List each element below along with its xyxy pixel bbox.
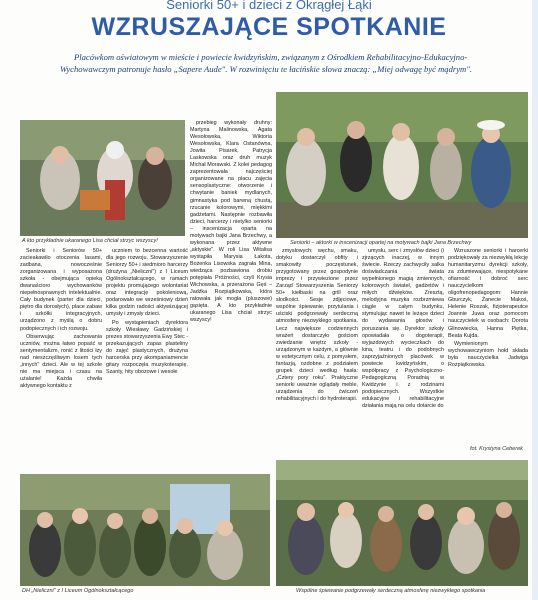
article-title: WZRUSZAJĄCE SPOTKANIE	[91, 13, 447, 41]
paragraph: Po wystąpieniach dyrektora szkoły Wiesławy Gadzińskiej i prezes stowarzyszenia Ewy Stec - przekazujących zapas plasteliny do zajęć plastycznych, drużyna harcerska przy akompaniamencie gitary rozpoczęła muzykoterapię. Szanty, hity obozowe i wesołe	[106, 319, 188, 376]
column-c3	[106, 248, 188, 470]
column-c1	[190, 120, 272, 356]
photo-singing	[276, 460, 528, 586]
paragraph: Seniorki i Seniorów 50+ zacieakawiło otoczenia lasami, zadbana, nowocześnie zorganizowana i wyposażona szkoła - obejmująca opieką dwanaścioro wychowanków niepełnosprawnych intelektualnie. Cały budynek (parter dla dzieci, piętro dla dorosłych), place zabaw i szkółki integracyjnych, urządzono z myślą o dobru podopiecznych i ich rozwoju.	[20, 248, 102, 332]
paragraph: uczniem to bezcenna wartość dla jego rozwoju. Stowarzyszenie Seniorzy 50+ i siedmioro harcerzy (drużyna „Nieliczni") z I Liceum Ogólnokształcącego, w ramach projektu promującego wolontariat oraz integrację pokoleniową, podarowało we wrześniowy dzień kilka godzin radości aktywizującej umysły i zmysły dzieci.	[106, 248, 188, 318]
paragraph: przebieg wykonały druhny: Martyna Malinowska, Agata Wesołowska, Wiktoria Wesołowska, Klara Ostanówna, Jowita Pisarek, Patrycja Laskowska oraz druh muzyk Michał Morawski. Z kolei pedagog zaprezentowała najczęściej organizowane na placu zajęcia sensoplastyczne: otworzenie i chwytanie baniek mydlanych, gimnastyka pod barwną chustą, rzucanie kolorowymi, miękkimi gadżetami. Następnie rozbawiła dzieci, harcerzy i nietylko seniorki – inscenizacja oparta na motywach bajki Jana Brzechwy, a wykonana przez aktywne „aktyskie". W roli Lisa Witalisa wystąpiła Marysia Łakota, Bożenka Lisowska zagrała Mina, wiedząca pozbawiona drobiu potępiała Próżności, czyli Krysia Wichowska, a przerażona Gęś – Jadźka Rozpiątkowska, która ratowała jak mogła (pluszowe) gąsięta. A kto przykładnie ukaranego Lisa chciał strzyc wszyscy!	[190, 120, 272, 324]
column-c6	[448, 248, 528, 454]
caption-photo3: DH „Nieliczni" z I Liceum Ogólnokształcącego	[22, 588, 134, 594]
column-c2	[20, 248, 102, 470]
caption-photo4: Wspólne śpiewanie podgrzewały serdeczną atmosferę niezwykłego spotkania	[296, 588, 486, 594]
paragraph: umysłu, serc i zmysłów dzieci (i zjrzących inaczej, w innym świecie. Rzeczy zachwyciły salka doświadczania świata wypełnionego magią zmiennych, kolorowych świateł, gadżetów i miłych dźwięków. Zresztą, melodyjna muzyka rozbrzmiewa ciągle w całym budynku, stymulując nawet te leżące dzieci do wydawania głosów i poruszania się. Dyrektor szkoły opowiadała o dogoterapii, wyjazdowych wycieczkach do kina, teatru i do podobnych zaprzyjaźnionych placówek w powiecie kwidzyńskim, o współpracy z Psychologiczno-Pedagogiczną Poradnią w Kwidzynie i z rodzinami podopiecznych. Wszystkie edukacyjne i rehabilitacyjne działania mają na celu dotarcie do	[362, 248, 444, 410]
photo-scouts	[20, 474, 270, 586]
paragraph: zmysłowych: węchu, smaku, dotyku dostarczył obfity i smakowity poczęstunek, przygotowany przez gospodynie imprezy i przywiezione przez Zarząd Stowarzyszenia Seniorzy 50+ kiełbaski na grill oraz słodkości. Sesje zdjęciowe, wspólne śpiewanie, przytulania i uściski podgrzewały serdeczną atmosferę niezwykłego spotkania. Lecz największe codziennych wrażeń dostarczyło gościom zwiedzanie wnętrz szkoły - urządzonym w każdym, a głównie w estetycznym celu, z pomysłem, fantazją, ozdobne z podziałem grupek dzieci według hasła: „Cztery pory roku". Praktyczne seniorki uważnie oglądały meble, urządzenia do ćwiczeń rehabilitacyjnych i do hydroterapii.	[276, 248, 358, 402]
photo-fox-scene	[20, 120, 185, 236]
paragraph: Obserwując zachowania uczniów, można łatwo popaść w sentymentalizm, ronić z litości łzy nad nieszczęśliwym losem tych „innych" dzieci. Ale w tej szkole nie ma miejsca i czasu na użalanie! Każda chwila aktywnego kontaktu z	[20, 334, 102, 390]
photo-actresses	[276, 92, 528, 238]
caption-photo1: A kto przykładnie ukaranego Lisa chciał strzyc wszyscy!	[22, 238, 158, 244]
section-heading: Seniorki 50+ i dzieci z Okrągłej Łąki	[166, 0, 372, 12]
paragraph: Wymienionym wychowawczyniom hołd składa była nauczycielka Jadwiga Rozpiątkowska.	[448, 341, 528, 369]
paragraph: Wzruszone seniorki i harcerki podziękowały za niezwykłą lekcję humanitaryzmu dyrekcji szkoły, za zdumiewające, niespotykane ofiarność i dobroć serc nauczycielkom oligofrenopedagogom: Hannie Gburczyk, Żanecie Makoś, Helenie Roszak, fizjoterapeutce Joannie Juwa oraz pomocom nauczycielek w osobach: Dorota Glinowiecka, Hanna Piętka, Beata Kujda.	[448, 248, 528, 339]
column-c5	[362, 248, 444, 444]
caption-photo2: Seniorki – aktorki w inscenizacji opartej na motywach bajki Jana Brzechwy	[290, 240, 472, 246]
page-edge	[532, 0, 538, 600]
article-lead: Placówkom oświatowym w mieście i powiecie kwidzyńskim, związanym z Ośrodkiem Rehabilitacyjno-Edukacyjno-Wychowawczym patronuje hasło „Sapere Aude". W rozwinięciu te łacińskie słowa znaczą: „Miej odwagę być mądrym".	[60, 52, 473, 74]
column-c4	[276, 248, 358, 444]
photo-credit: fot. Krystyna Ceberek	[470, 446, 523, 452]
